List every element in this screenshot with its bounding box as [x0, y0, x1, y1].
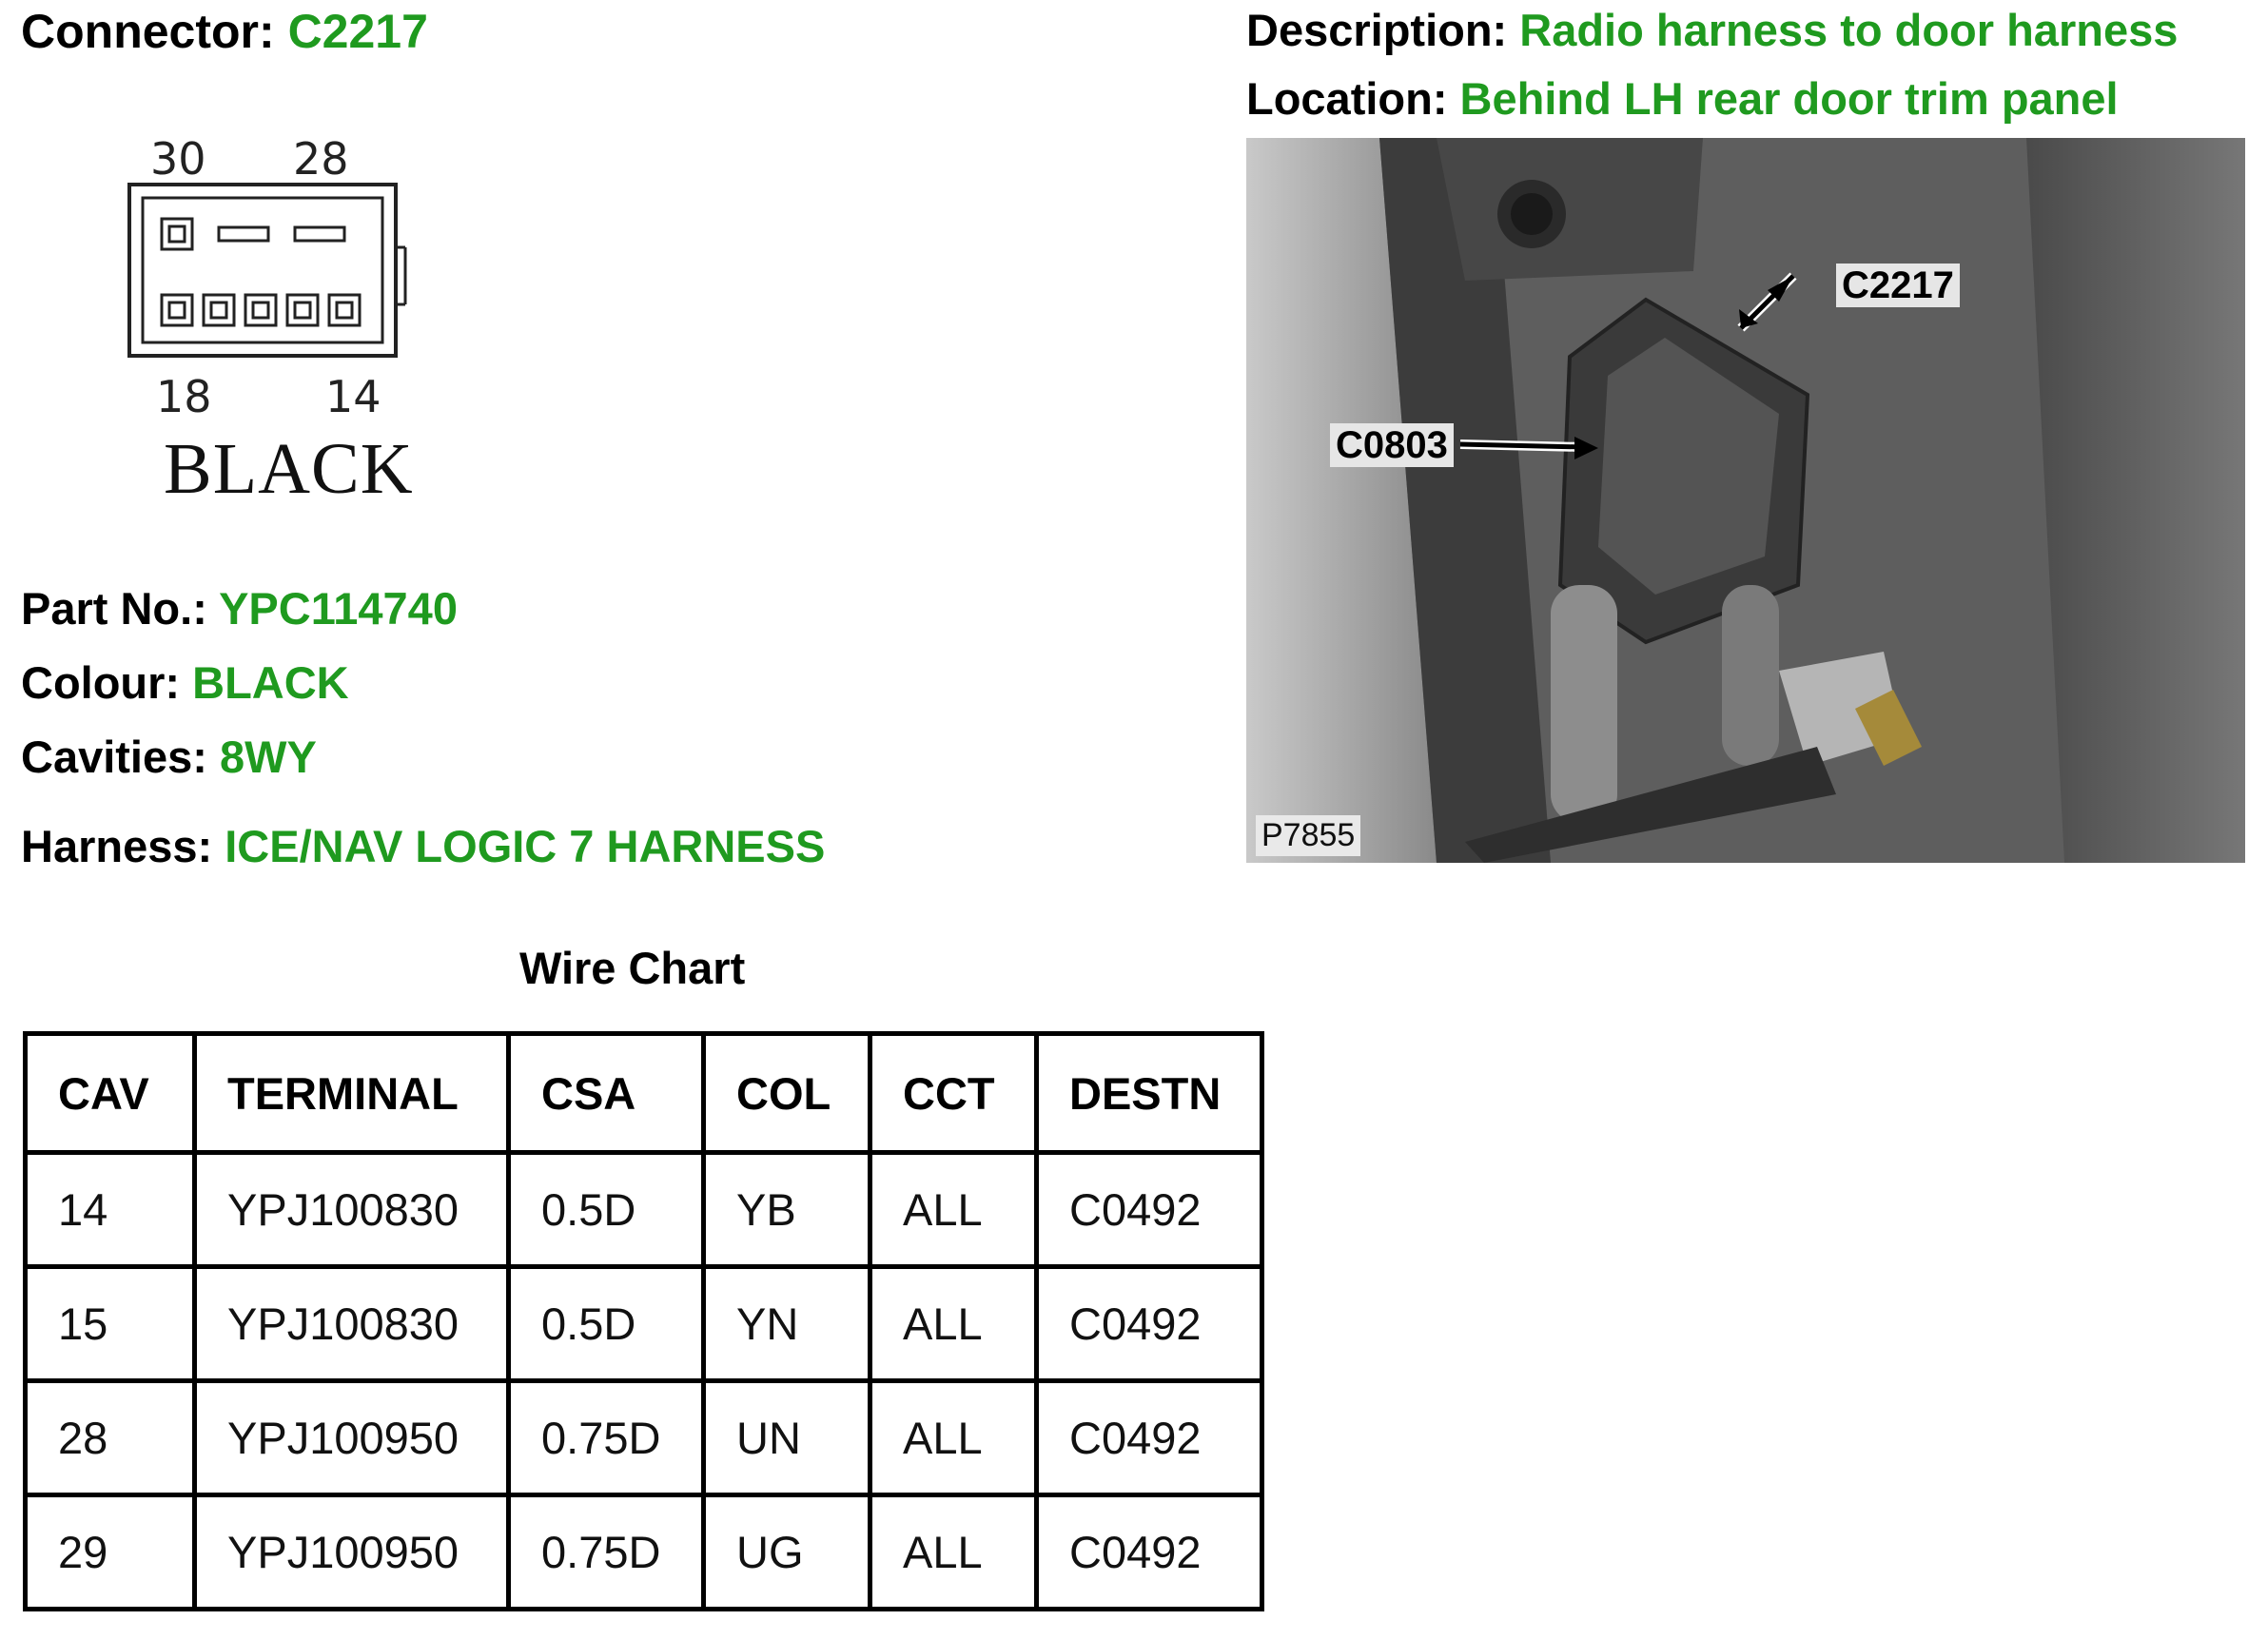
part-number-label: Part No.:: [21, 583, 207, 634]
cell-destn: C0492: [1037, 1153, 1262, 1267]
header-col: COL: [704, 1034, 870, 1153]
description-line: [1246, 6, 2178, 55]
cell-cav: 15: [26, 1267, 195, 1381]
cell-destn: C0492: [1037, 1495, 1262, 1610]
header-destn: DESTN: [1037, 1034, 1262, 1153]
header-cav: CAV: [26, 1034, 195, 1153]
table-header-row: [26, 1034, 1262, 1153]
cavities-label: Cavities:: [21, 732, 207, 782]
cell-cav: 29: [26, 1495, 195, 1610]
cell-terminal: YPJ100830: [195, 1153, 509, 1267]
colour-line: [21, 658, 349, 708]
pin-number-bottom-left: 18: [156, 371, 212, 422]
wire-chart-table: [23, 1031, 1264, 1611]
header-terminal: TERMINAL: [195, 1034, 509, 1153]
pin-number-top-right: 28: [293, 133, 349, 185]
connector-label: Connector:: [21, 5, 275, 58]
cavities-value: 8WY: [219, 732, 317, 782]
description-value: Radio harness to door harness: [1519, 5, 2179, 55]
cell-terminal: YPJ100950: [195, 1381, 509, 1495]
cell-col: UN: [704, 1381, 870, 1495]
header-cct: CCT: [870, 1034, 1037, 1153]
colour-label: Colour:: [21, 657, 181, 708]
cell-col: YB: [704, 1153, 870, 1267]
location-photo: [1246, 138, 2245, 863]
location-label: Location:: [1246, 73, 1448, 124]
cell-col: YN: [704, 1267, 870, 1381]
connector-line: [21, 6, 428, 58]
pin-number-top-left: 30: [150, 133, 206, 185]
cell-csa: 0.5D: [509, 1267, 704, 1381]
cell-cct: ALL: [870, 1495, 1037, 1610]
cell-cct: ALL: [870, 1381, 1037, 1495]
harness-label: Harness:: [21, 821, 213, 871]
connector-pinout-diagram: [114, 133, 419, 514]
callout-c0803: C0803: [1330, 423, 1454, 467]
callout-c2217: C2217: [1836, 264, 1960, 307]
cell-terminal: YPJ100950: [195, 1495, 509, 1610]
cell-cav: 28: [26, 1381, 195, 1495]
harness-line: [21, 822, 825, 871]
photo-reference-id: P7855: [1256, 815, 1360, 856]
header-csa: CSA: [509, 1034, 704, 1153]
location-line: [1246, 74, 2119, 124]
table-row: [26, 1153, 1262, 1267]
cell-destn: C0492: [1037, 1381, 1262, 1495]
table-row: [26, 1267, 1262, 1381]
cell-destn: C0492: [1037, 1267, 1262, 1381]
pin-number-bottom-right: 14: [325, 371, 381, 422]
cell-cav: 14: [26, 1153, 195, 1267]
table-row: [26, 1495, 1262, 1610]
cell-terminal: YPJ100830: [195, 1267, 509, 1381]
cell-cct: ALL: [870, 1153, 1037, 1267]
connector-colour-label: BLACK: [164, 429, 414, 509]
part-number-value: YPC114740: [219, 583, 458, 634]
location-value: Behind LH rear door trim panel: [1459, 73, 2119, 124]
cell-cct: ALL: [870, 1267, 1037, 1381]
table-row: [26, 1381, 1262, 1495]
door-interior-image: [1246, 138, 2245, 863]
wire-chart-title: Wire Chart: [519, 943, 746, 993]
cell-csa: 0.5D: [509, 1153, 704, 1267]
part-number-line: [21, 584, 458, 634]
cell-col: UG: [704, 1495, 870, 1610]
colour-value: BLACK: [192, 657, 349, 708]
cell-csa: 0.75D: [509, 1381, 704, 1495]
description-label: Description:: [1246, 5, 1508, 55]
harness-value: ICE/NAV LOGIC 7 HARNESS: [225, 821, 826, 871]
connector-value: C2217: [287, 5, 428, 58]
cavities-line: [21, 732, 317, 782]
cell-csa: 0.75D: [509, 1495, 704, 1610]
